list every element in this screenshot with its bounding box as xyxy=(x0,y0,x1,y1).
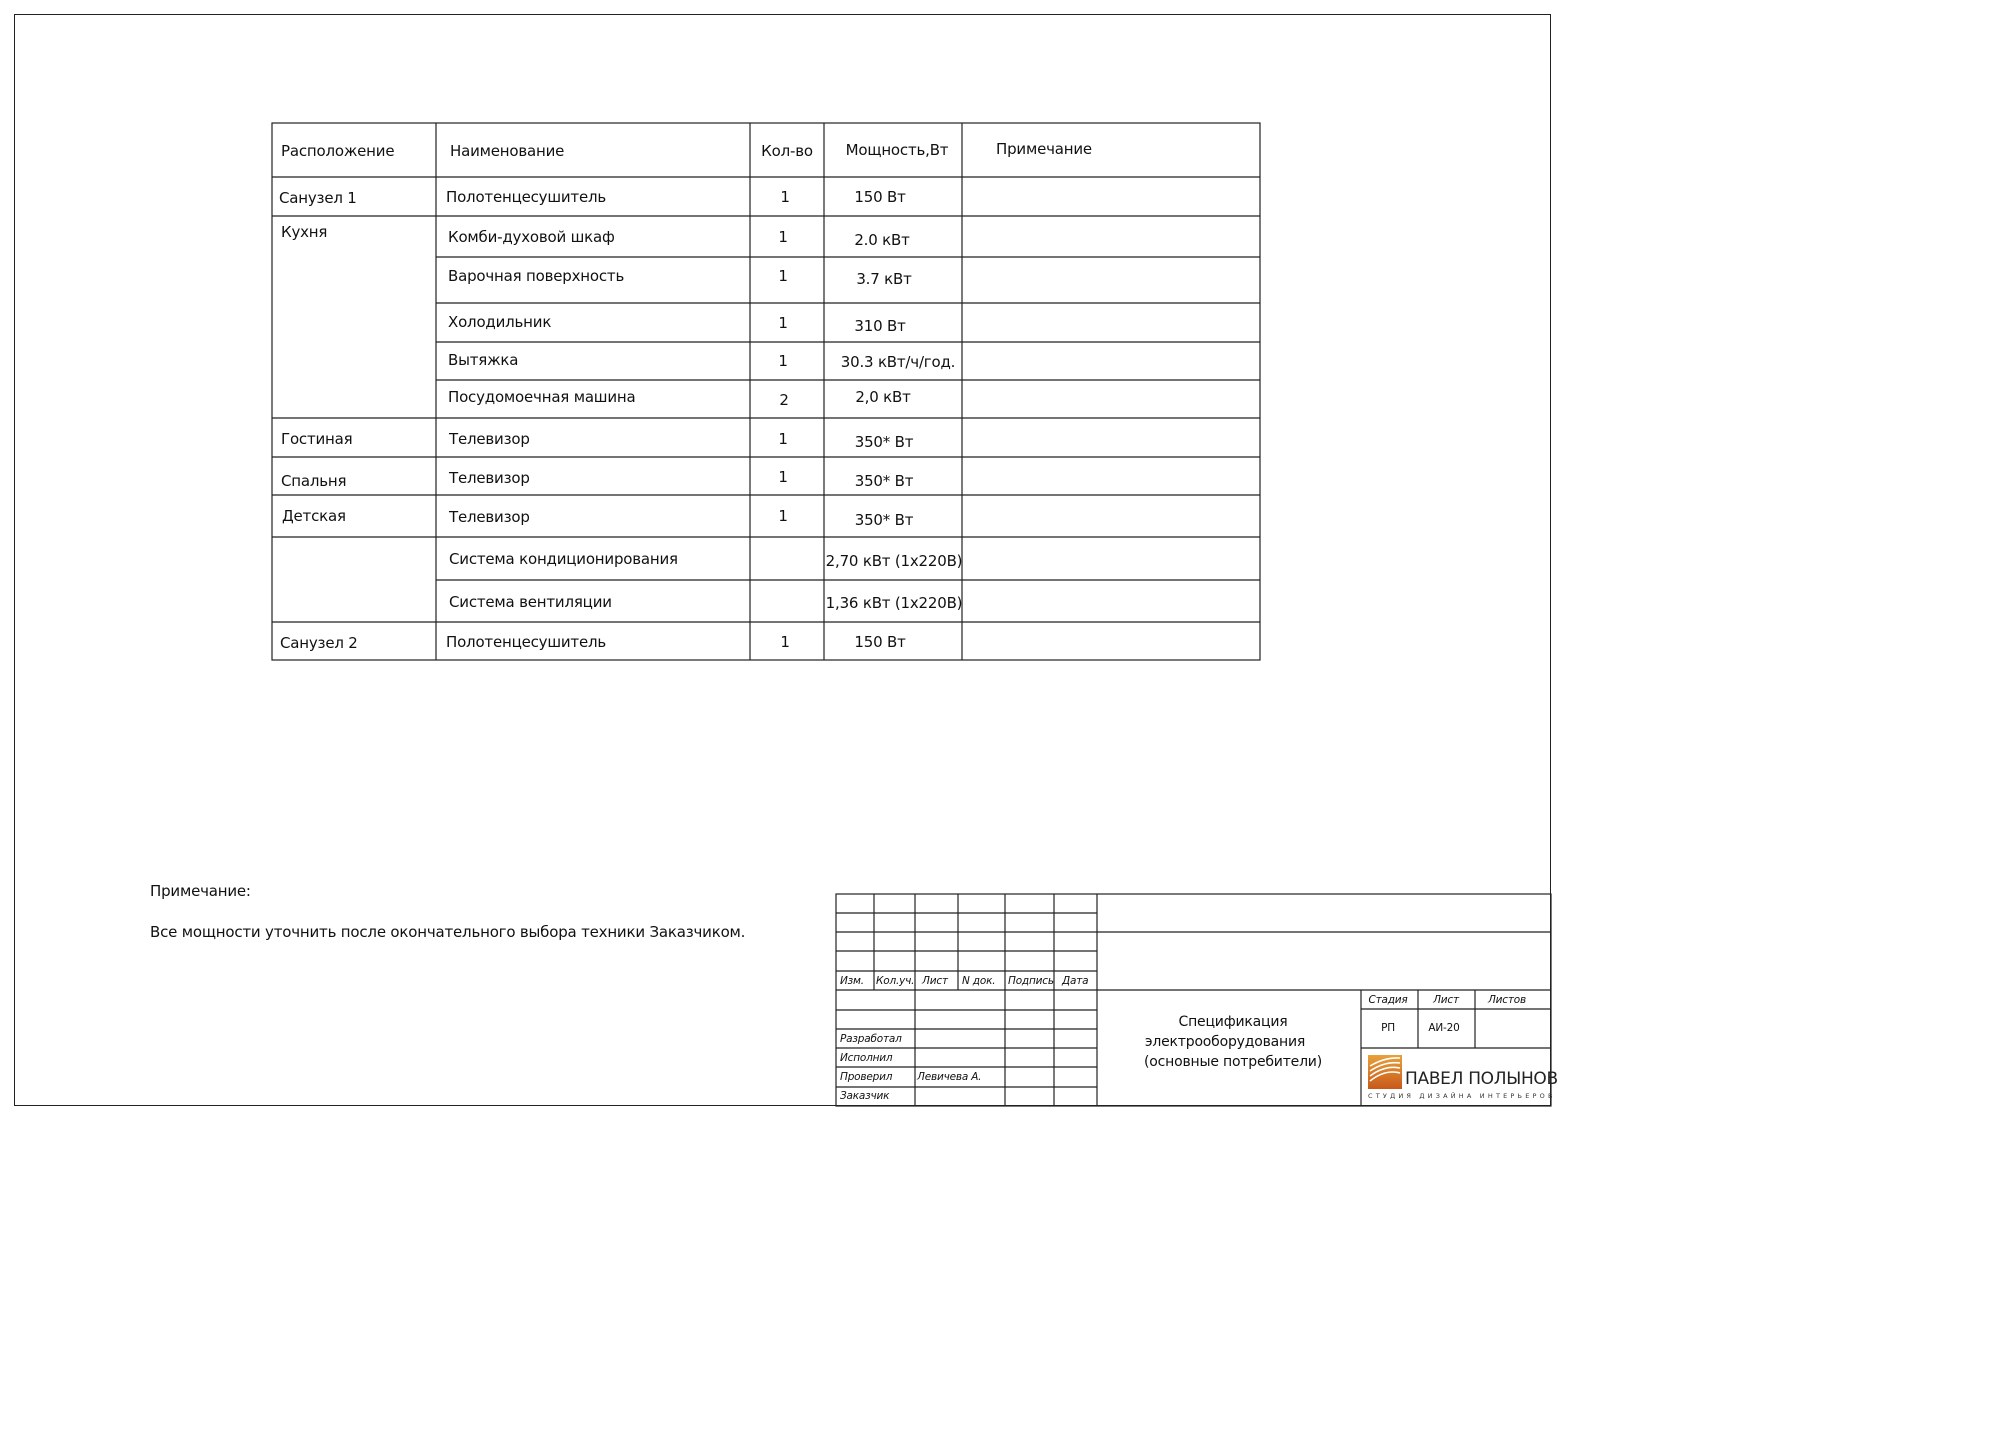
table-row-qty: 1 xyxy=(780,188,790,206)
table-row-location: Спальня xyxy=(281,472,347,490)
stamp-stage-value: РП xyxy=(1381,1022,1395,1034)
table-row-power: 2,70 кВт (1х220В) xyxy=(825,552,963,570)
table-row-name: Система вентиляции xyxy=(449,593,612,611)
table-row-power: 1,36 кВт (1х220В) xyxy=(825,594,963,612)
table-row-name: Полотенцесушитель xyxy=(446,188,607,206)
table-row-power: 350* Вт xyxy=(854,511,914,529)
stamp-col-ndoc: N док. xyxy=(962,975,996,987)
table-row-name: Вытяжка xyxy=(448,351,519,369)
table-row-power: 150 Вт xyxy=(854,188,906,206)
stamp-sheet-value: АИ-20 xyxy=(1428,1022,1460,1034)
stamp-checked-by: Левичева А. xyxy=(917,1071,982,1083)
stamp-col-sign: Подпись xyxy=(1008,975,1054,987)
table-row-name: Система кондиционирования xyxy=(449,550,678,568)
stamp-col-izm: Изм. xyxy=(840,975,864,987)
table-row-power: 2,0 кВт xyxy=(855,388,911,406)
table-row-qty: 1 xyxy=(778,507,788,525)
table-row-location: Кухня xyxy=(281,223,328,241)
table-row-name: Посудомоечная машина xyxy=(448,388,636,406)
doc-title-line-1: Спецификация xyxy=(1178,1014,1288,1030)
stamp-col-date: Дата xyxy=(1062,975,1089,987)
stamp-role-customer: Заказчик xyxy=(840,1090,890,1102)
studio-logo-name: ПАВЕЛ ПОЛЫНОВ xyxy=(1405,1069,1558,1089)
table-row-name: Телевизор xyxy=(449,508,530,526)
stamp-col-kol: Кол.уч. xyxy=(876,975,915,987)
table-row-power: 2.0 кВт xyxy=(854,231,910,249)
header-qty: Кол-во xyxy=(761,142,813,160)
header-power: Мощность,Вт xyxy=(845,141,949,159)
table-row-qty: 1 xyxy=(778,314,788,332)
stamp-role-developed: Разработал xyxy=(840,1033,902,1045)
table-row-power: 350* Вт xyxy=(854,472,914,490)
table-row-qty: 1 xyxy=(778,468,788,486)
table-row-name: Телевизор xyxy=(449,469,530,487)
table-row-power: 350* Вт xyxy=(854,433,914,451)
table-row-qty: 2 xyxy=(779,391,789,409)
header-name: Наименование xyxy=(450,142,565,160)
studio-logo-icon xyxy=(1368,1055,1402,1089)
stamp-role-checked: Проверил xyxy=(840,1071,893,1083)
notes-title: Примечание: xyxy=(150,882,251,900)
table-row-name: Комби-духовой шкаф xyxy=(448,228,615,246)
table-row-location: Санузел 1 xyxy=(279,189,357,207)
table-row-qty: 1 xyxy=(778,267,788,285)
header-note: Примечание xyxy=(996,140,1092,158)
stamp-col-list: Лист xyxy=(922,975,948,987)
table-row-qty: 1 xyxy=(780,633,790,651)
stamp-stage-label: Стадия xyxy=(1368,994,1408,1006)
table-row-power: 3.7 кВт xyxy=(856,270,912,288)
table-row-name: Варочная поверхность xyxy=(448,267,625,285)
notes-text: Все мощности уточнить после окончательного выбора техники Заказчиком. xyxy=(150,923,746,941)
table-row-qty: 1 xyxy=(778,228,788,246)
header-location: Расположение xyxy=(281,142,395,160)
table-row-power: 310 Вт xyxy=(854,317,906,335)
table-row-name: Холодильник xyxy=(448,313,552,331)
doc-title-line-2: электрооборудования xyxy=(1144,1034,1306,1050)
table-row-location: Санузел 2 xyxy=(280,634,358,652)
table-row-location: Гостиная xyxy=(281,430,353,448)
stamp-role-executed: Исполнил xyxy=(840,1052,893,1064)
table-row-power: 30.3 кВт/ч/год. xyxy=(840,353,956,371)
table-row-power: 150 Вт xyxy=(854,633,906,651)
stamp-sheets-label: Листов xyxy=(1487,994,1527,1006)
table-row-name: Телевизор xyxy=(449,430,530,448)
table-row-qty: 1 xyxy=(778,352,788,370)
table-row-name: Полотенцесушитель xyxy=(446,633,607,651)
stamp-sheet-label: Лист xyxy=(1433,994,1459,1006)
studio-logo-tagline: СТУДИЯ ДИЗАЙНА ИНТЕРЬЕРОВ xyxy=(1368,1092,1556,1100)
table-row-location: Детская xyxy=(282,507,346,525)
table-row-qty: 1 xyxy=(778,430,788,448)
doc-title-line-3: (основные потребители) xyxy=(1144,1054,1322,1070)
